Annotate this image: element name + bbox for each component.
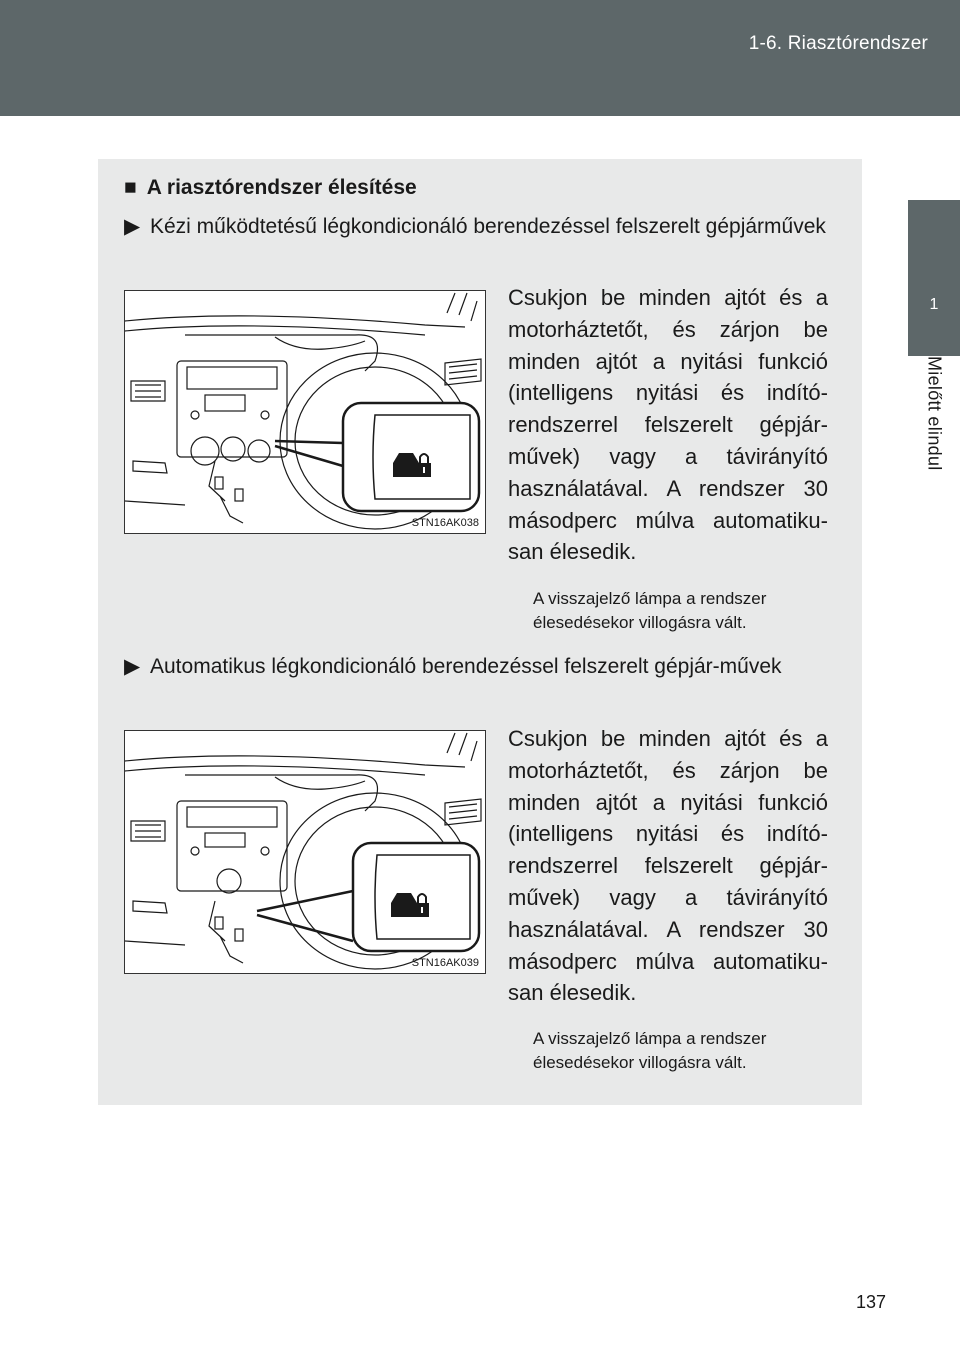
- dashboard-figure-manual: [124, 290, 486, 534]
- note-paragraph: A visszajelző lámpa a rendszer élesedésekor villogásra vált.: [533, 589, 767, 632]
- section-title: 1-6. Riasztórendszer: [748, 33, 928, 54]
- heading-text: A riasztórendszer élesítése: [146, 176, 417, 199]
- bullet-text: Kézi működtetésű légkondicionáló berendezéssel felszerelt gépjárművek: [150, 215, 826, 238]
- bullet-auto-ac: [124, 651, 828, 682]
- heading-marker: ■: [124, 176, 137, 199]
- bullet-arrow: ▶: [124, 655, 141, 678]
- bullet-text: Automatikus légkondicionáló berendezéssel felszerelt gépjár-művek: [150, 655, 782, 678]
- body-paragraph: Csukjon be minden ajtót és a motorháztetőt, és zárjon be minden ajtót a nyitási funkció (intelligens nyitási és indító-rendszerrel felszerelt gépjár-művek) vagy a távirányító használatával. A rendszer 30 másodperc múlva automatiku-san élesedik.: [508, 726, 828, 1006]
- note-paragraph: A visszajelző lámpa a rendszer élesedésekor villogásra vált.: [533, 1029, 767, 1072]
- dashboard-figure-auto: [124, 730, 486, 974]
- page-number: 137: [855, 1292, 886, 1312]
- dashboard-illustration: [125, 291, 485, 533]
- figure-code: STN16AK038: [411, 517, 479, 529]
- chapter-tab: [908, 200, 960, 356]
- header-band: [0, 0, 960, 116]
- body-paragraph: Csukjon be minden ajtót és a motorháztetőt, és zárjon be minden ajtót a nyitási funkció (intelligens nyitási és indító-rendszerrel felszerelt gépjár-művek) vagy a távirányító használatával. A rendszer 30 másodperc múlva automatiku-san élesedik.: [508, 285, 828, 565]
- chapter-number: 1: [929, 296, 939, 313]
- dashboard-illustration: [125, 731, 485, 973]
- bullet-manual-ac: [124, 211, 828, 242]
- section-heading: [124, 176, 417, 200]
- chapter-label: Mielőtt elindul: [924, 356, 945, 471]
- chapter-label-wrap: [912, 356, 956, 516]
- figure-code: STN16AK039: [411, 957, 479, 969]
- bullet-arrow: ▶: [124, 215, 141, 238]
